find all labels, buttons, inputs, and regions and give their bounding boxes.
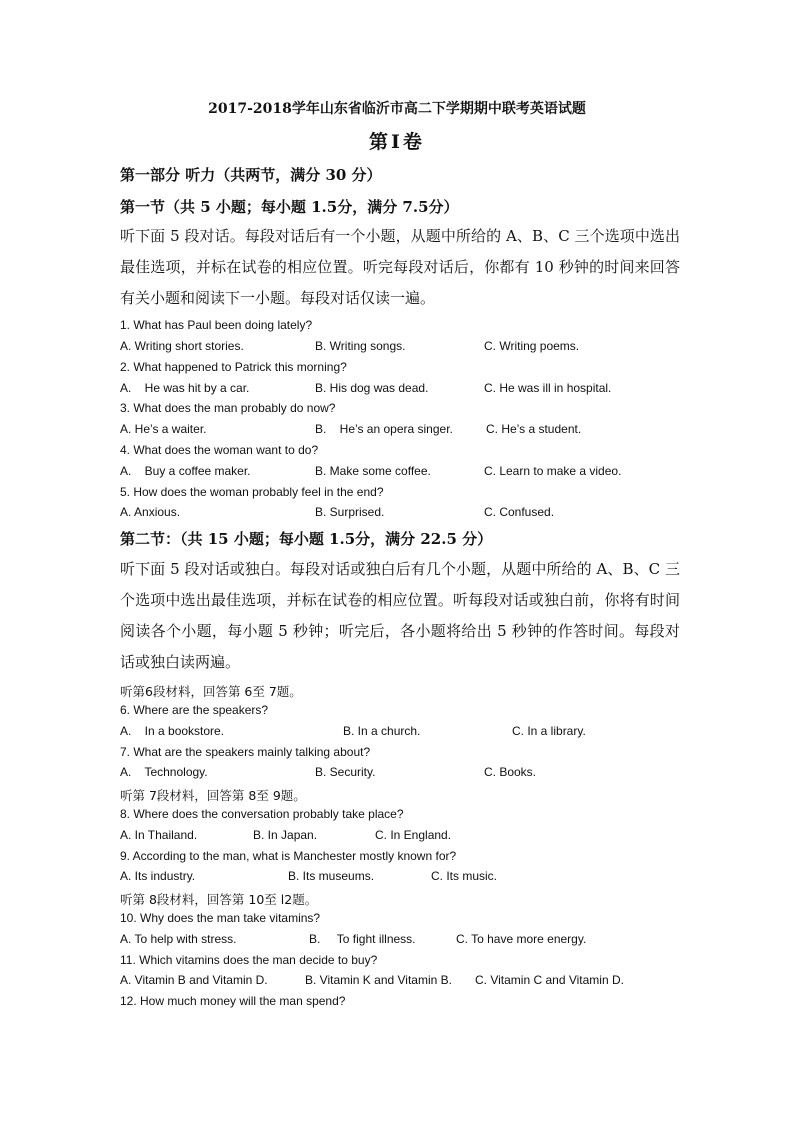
question-7: 7. What are the speakers mainly talking about? — [120, 745, 371, 759]
option-3c: C. He’s a student. — [486, 422, 582, 436]
option-9a: A. Its industry. — [120, 869, 196, 883]
question-12: 12. How much money will the man spend? — [120, 994, 346, 1008]
option-4a: A. Buy a coffee maker. — [120, 464, 251, 478]
option-11a: A. Vitamin B and Vitamin D. — [120, 973, 268, 987]
question-9: 9. According to the man, what is Manchester mostly known for? — [120, 849, 457, 863]
question-11: 11. Which vitamins does the man decide to buy? — [120, 953, 378, 967]
option-5c: C. Confused. — [484, 505, 555, 519]
document-title: 2017-2018学年山东省临沂市高二下学期期中联考英语试题 — [208, 101, 586, 117]
option-8c: C. In England. — [375, 828, 452, 842]
question-4: 4. What does the woman want to do? — [120, 443, 319, 457]
question-6: 6. Where are the speakers? — [120, 703, 269, 717]
option-1a: A. Writing short stories. — [120, 339, 244, 353]
option-8a: A. In Thailand. — [120, 828, 198, 842]
question-1: 1. What has Paul been doing lately? — [120, 318, 313, 332]
option-2a: A. He was hit by a car. — [120, 381, 250, 395]
question-8: 8. Where does the conversation probably take place? — [120, 807, 404, 821]
option-9b: B. Its museums. — [288, 869, 375, 883]
option-1b: B. Writing songs. — [315, 339, 406, 353]
section1-instructions: 听下面 5 段对话。每段对话后有一个小题，从题中所给的 A、B、C 三个选项中选出最佳选项，并标在试卷的相应位置。听完每段对话后，你都有 10 秒钟的时间来回答有关小题和阅读下一小题。每段对话仅读一遍。 — [120, 227, 680, 307]
option-6c: C. In a library. — [512, 724, 586, 738]
option-5a: A. Anxious. — [120, 505, 181, 519]
section1-heading: 第一节（共 5 小题；每小题 1.5分，满分 7.5分） — [120, 198, 459, 216]
option-10a: A. To help with stress. — [120, 932, 237, 946]
option-7c: C. Books. — [484, 765, 537, 779]
question-3: 3. What does the man probably do now? — [120, 401, 336, 415]
option-3b: B. He’s an opera singer. — [315, 422, 453, 436]
option-7a: A. Technology. — [120, 765, 208, 779]
material-7-note: 听第 7段材料，回答第 8至 9题。 — [120, 788, 306, 803]
option-6a: A. In a bookstore. — [120, 724, 225, 738]
option-6b: B. In a church. — [343, 724, 421, 738]
option-5b: B. Surprised. — [315, 505, 385, 519]
material-8-note: 听第 8段材料，回答第 10至 l2题。 — [120, 892, 318, 907]
question-2: 2. What happened to Patrick this morning? — [120, 360, 347, 374]
option-3a: A. He’s a waiter. — [120, 422, 207, 436]
part1-heading: 第一部分 听力（共两节，满分 30 分） — [120, 166, 382, 184]
option-2c: C. He was ill in hospital. — [484, 381, 612, 395]
option-4b: B. Make some coffee. — [315, 464, 431, 478]
question-5: 5. How does the woman probably feel in the end? — [120, 485, 384, 499]
option-10b: B. To fight illness. — [309, 932, 416, 946]
option-9c: C. Its music. — [431, 869, 498, 883]
material-6-note: 听第6段材料，回答第 6至 7题。 — [120, 684, 302, 699]
option-8b: B. In Japan. — [253, 828, 318, 842]
section2-instructions: 听下面 5 段对话或独白。每段对话或独白后有几个小题，从题中所给的 A、B、C 三个选项中选出最佳选项，并标在试卷的相应位置。听每段对话或独白前，你将有时间阅读各个小题，每小题 5 秒钟；听完后，各小题将给出 5 秒钟的作答时间。每段对话或独白读两遍。 — [120, 560, 680, 671]
option-1c: C. Writing poems. — [484, 339, 580, 353]
volume-title: 第Ⅰ卷 — [369, 131, 425, 153]
option-4c: C. Learn to make a video. — [484, 464, 622, 478]
option-7b: B. Security. — [315, 765, 376, 779]
section2-heading: 第二节：（共 15 小题；每小题 1.5分，满分 22.5 分） — [120, 530, 493, 548]
option-11b: B. Vitamin K and Vitamin B. — [305, 973, 452, 987]
question-10: 10. Why does the man take vitamins? — [120, 911, 321, 925]
option-11c: C. Vitamin C and Vitamin D. — [475, 973, 624, 987]
option-2b: B. His dog was dead. — [315, 381, 429, 395]
option-10c: C. To have more energy. — [456, 932, 587, 946]
